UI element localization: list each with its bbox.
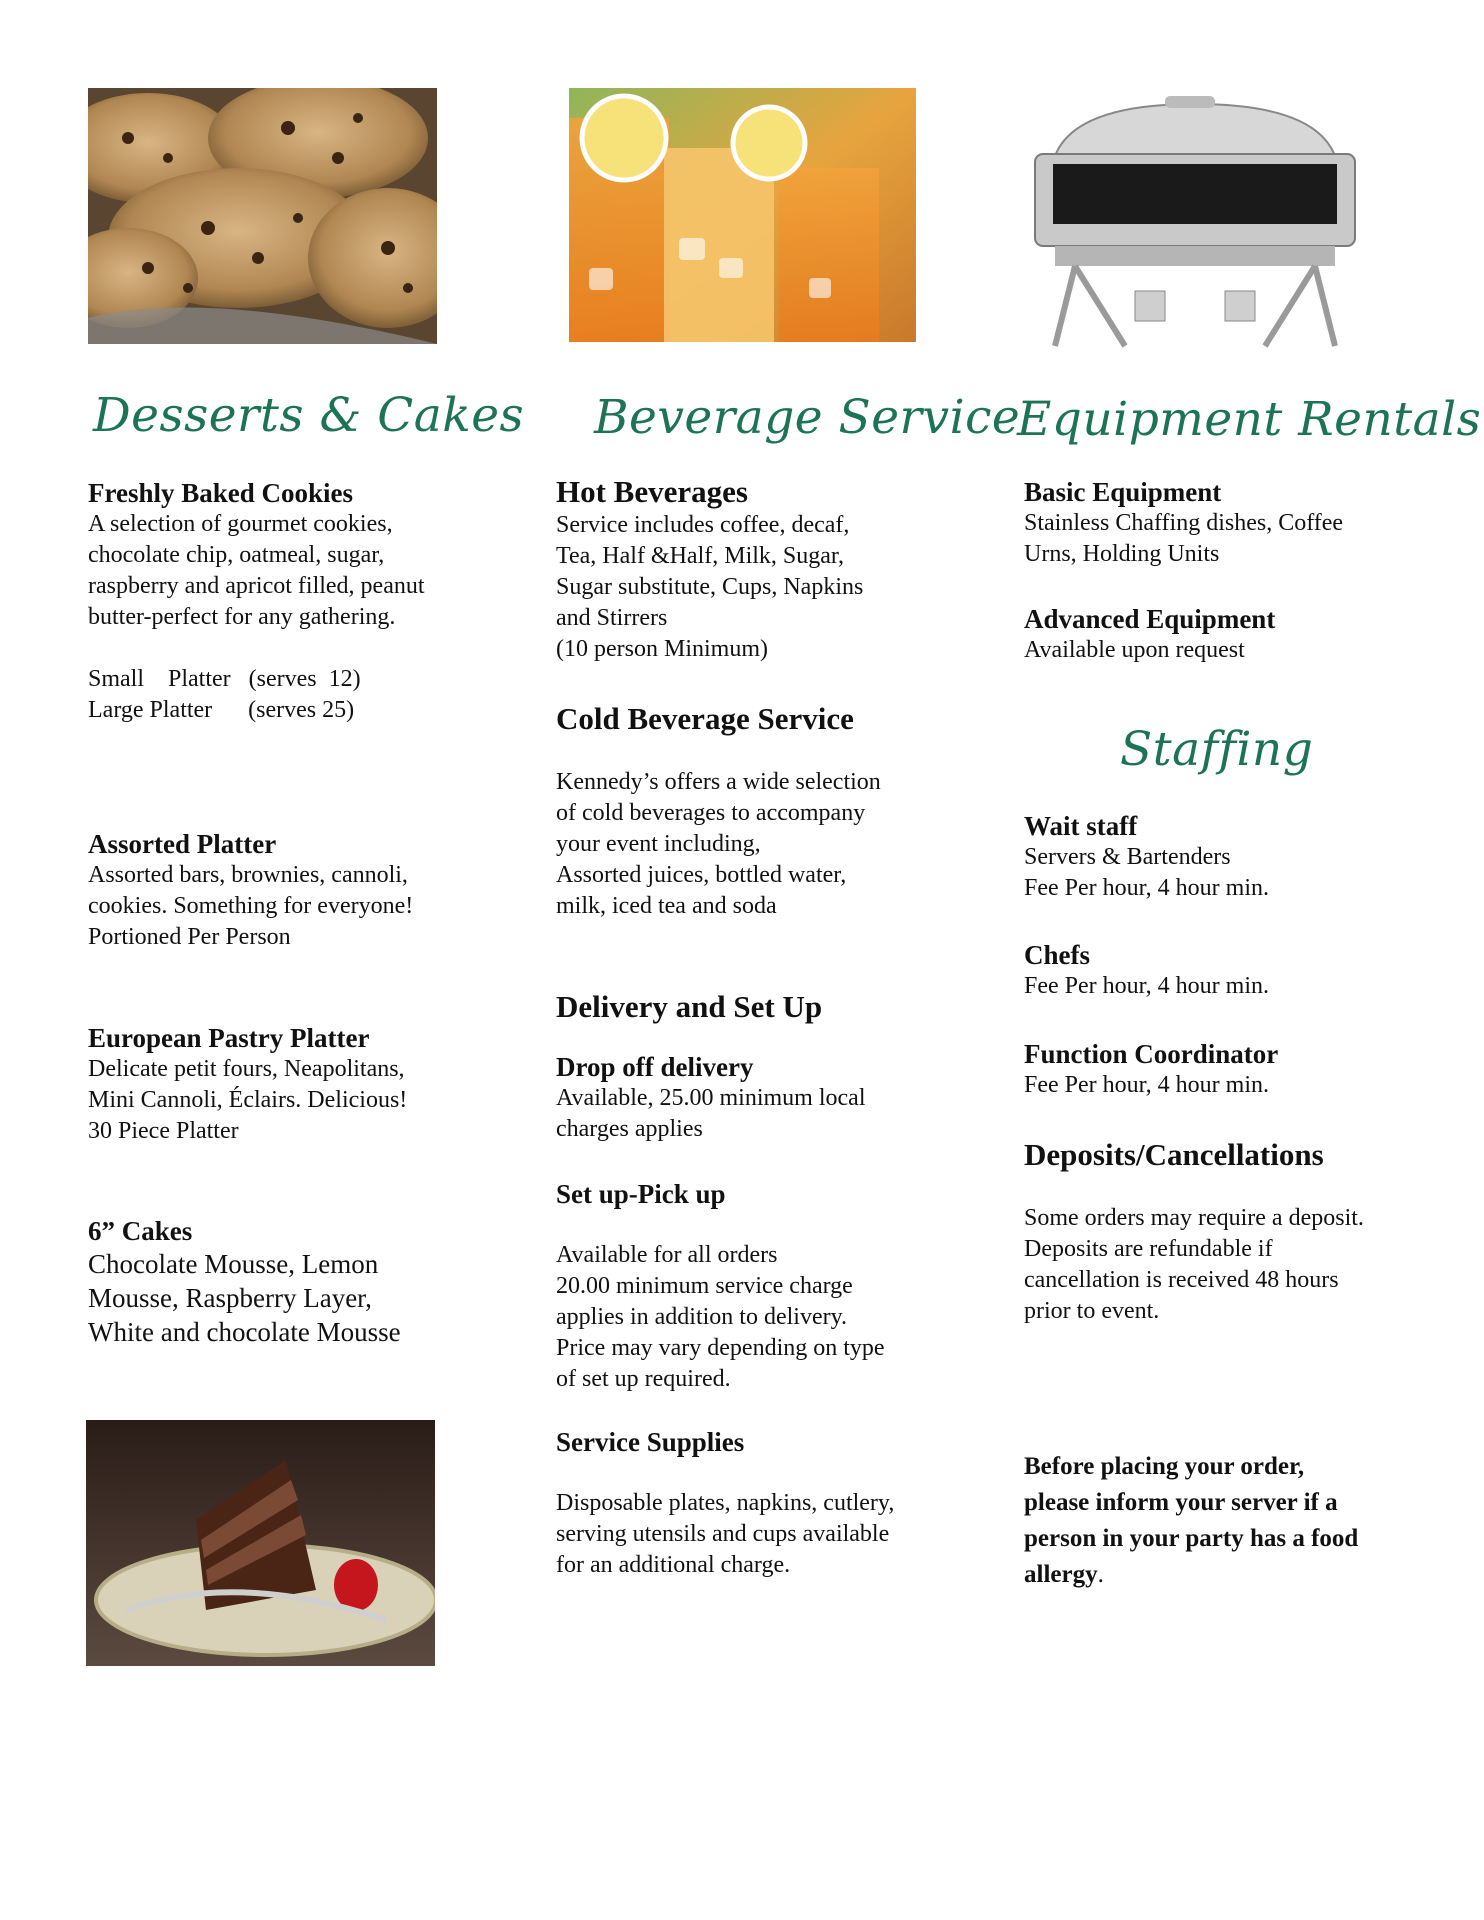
pastry-heading: European Pastry Platter — [88, 1023, 370, 1053]
wait-staff-section — [1024, 811, 1454, 904]
small-platter-line: Small Platter (serves 12) — [88, 666, 361, 692]
dropoff-description: Available, 25.00 minimum local charges applies — [556, 1085, 866, 1142]
allergy-notice — [1024, 1449, 1444, 1593]
staffing-title: Staffing — [1120, 722, 1314, 777]
hot-beverages-section — [556, 474, 956, 665]
chefs-heading: Chefs — [1024, 940, 1090, 970]
cookies-photo — [88, 88, 437, 344]
delivery-heading: Delivery and Set Up — [556, 989, 823, 1024]
advanced-equipment-section — [1024, 604, 1454, 666]
wait-staff-heading: Wait staff — [1024, 811, 1138, 841]
advanced-equipment-heading: Advanced Equipment — [1024, 604, 1276, 634]
chocolate-cake-photo — [86, 1420, 435, 1666]
large-platter-line: Large Platter (serves 25) — [88, 697, 355, 723]
iced-tea-image — [569, 88, 916, 342]
iced-tea-photo — [569, 88, 916, 342]
allergy-notice-period: . — [1097, 1561, 1104, 1588]
advanced-equipment-description: Available upon request — [1024, 637, 1245, 663]
function-coordinator-section — [1024, 1039, 1454, 1101]
beverage-service-title: Beverage Service — [594, 390, 1021, 445]
setup-pickup-heading: Set up-Pick up — [556, 1179, 726, 1209]
allergy-notice-text: Before placing your order, please inform your server if a person in your party has a food allergy — [1024, 1453, 1359, 1588]
cold-beverage-heading: Cold Beverage Service — [556, 701, 854, 736]
desserts-cakes-title: Desserts & Cakes — [93, 388, 525, 443]
assorted-heading: Assorted Platter — [88, 829, 277, 859]
chefs-description: Fee Per hour, 4 hour min. — [1024, 973, 1270, 999]
setup-pickup-description: Available for all orders 20.00 minimum service charge applies in addition to delivery. Price may vary depending on type of set up required. — [556, 1242, 885, 1392]
cakes-description: Chocolate Mousse, Lemon Mousse, Raspberry Layer, White and chocolate Mousse — [88, 1249, 401, 1347]
chafing-dish-photo — [1015, 96, 1370, 354]
cookies-heading: Freshly Baked Cookies — [88, 478, 354, 508]
service-supplies-description: Disposable plates, napkins, cutlery, serving utensils and cups available for an additional charge. — [556, 1490, 895, 1578]
wait-staff-description: Servers & Bartenders Fee Per hour, 4 hour min. — [1024, 844, 1270, 901]
basic-equipment-section — [1024, 477, 1454, 570]
hot-beverages-heading: Hot Beverages — [556, 474, 748, 509]
pastry-description: Delicate petit fours, Neapolitans, Mini Cannoli, Éclairs. Delicious! 30 Piece Platter — [88, 1056, 408, 1144]
coordinator-description: Fee Per hour, 4 hour min. — [1024, 1072, 1270, 1098]
chafing-dish-image — [1015, 96, 1370, 354]
six-inch-cakes-section — [88, 1216, 488, 1349]
equipment-rentals-title: Equipment Rentals — [1017, 392, 1482, 447]
chocolate-cake-image — [86, 1420, 435, 1666]
assorted-platter-section — [88, 829, 488, 953]
freshly-baked-cookies-section — [88, 478, 488, 726]
chefs-section — [1024, 940, 1454, 1002]
basic-equipment-heading: Basic Equipment — [1024, 477, 1222, 507]
cookies-image — [88, 88, 437, 344]
deposits-description: Some orders may require a deposit. Deposits are refundable if cancellation is received 48 hours prior to event. — [1024, 1205, 1364, 1324]
assorted-description: Assorted bars, brownies, cannoli, cookies. Something for everyone! Portioned Per Person — [88, 862, 414, 950]
coordinator-heading: Function Coordinator — [1024, 1039, 1279, 1069]
deposits-heading: Deposits/Cancellations — [1024, 1137, 1324, 1172]
european-pastry-section — [88, 1023, 488, 1147]
cakes-heading: 6” Cakes — [88, 1216, 193, 1246]
cold-beverage-section — [556, 701, 956, 922]
deposits-cancellations-section — [1024, 1137, 1454, 1327]
hot-beverages-description: Service includes coffee, decaf, Tea, Half &Half, Milk, Sugar, Sugar substitute, Cups, Napkins and Stirrers (10 person Minimum) — [556, 512, 864, 662]
dropoff-heading: Drop off delivery — [556, 1052, 754, 1082]
service-supplies-heading: Service Supplies — [556, 1427, 745, 1457]
cold-beverage-description: Kennedy’s offers a wide selection of cold beverages to accompany your event including, Assorted juices, bottled water, milk, iced tea and soda — [556, 769, 881, 919]
cookies-description: A selection of gourmet cookies, chocolate chip, oatmeal, sugar, raspberry and apricot filled, peanut butter-perfect for any gathering. — [88, 511, 425, 630]
basic-equipment-description: Stainless Chaffing dishes, Coffee Urns, Holding Units — [1024, 510, 1344, 567]
delivery-setup-section — [556, 989, 956, 1581]
